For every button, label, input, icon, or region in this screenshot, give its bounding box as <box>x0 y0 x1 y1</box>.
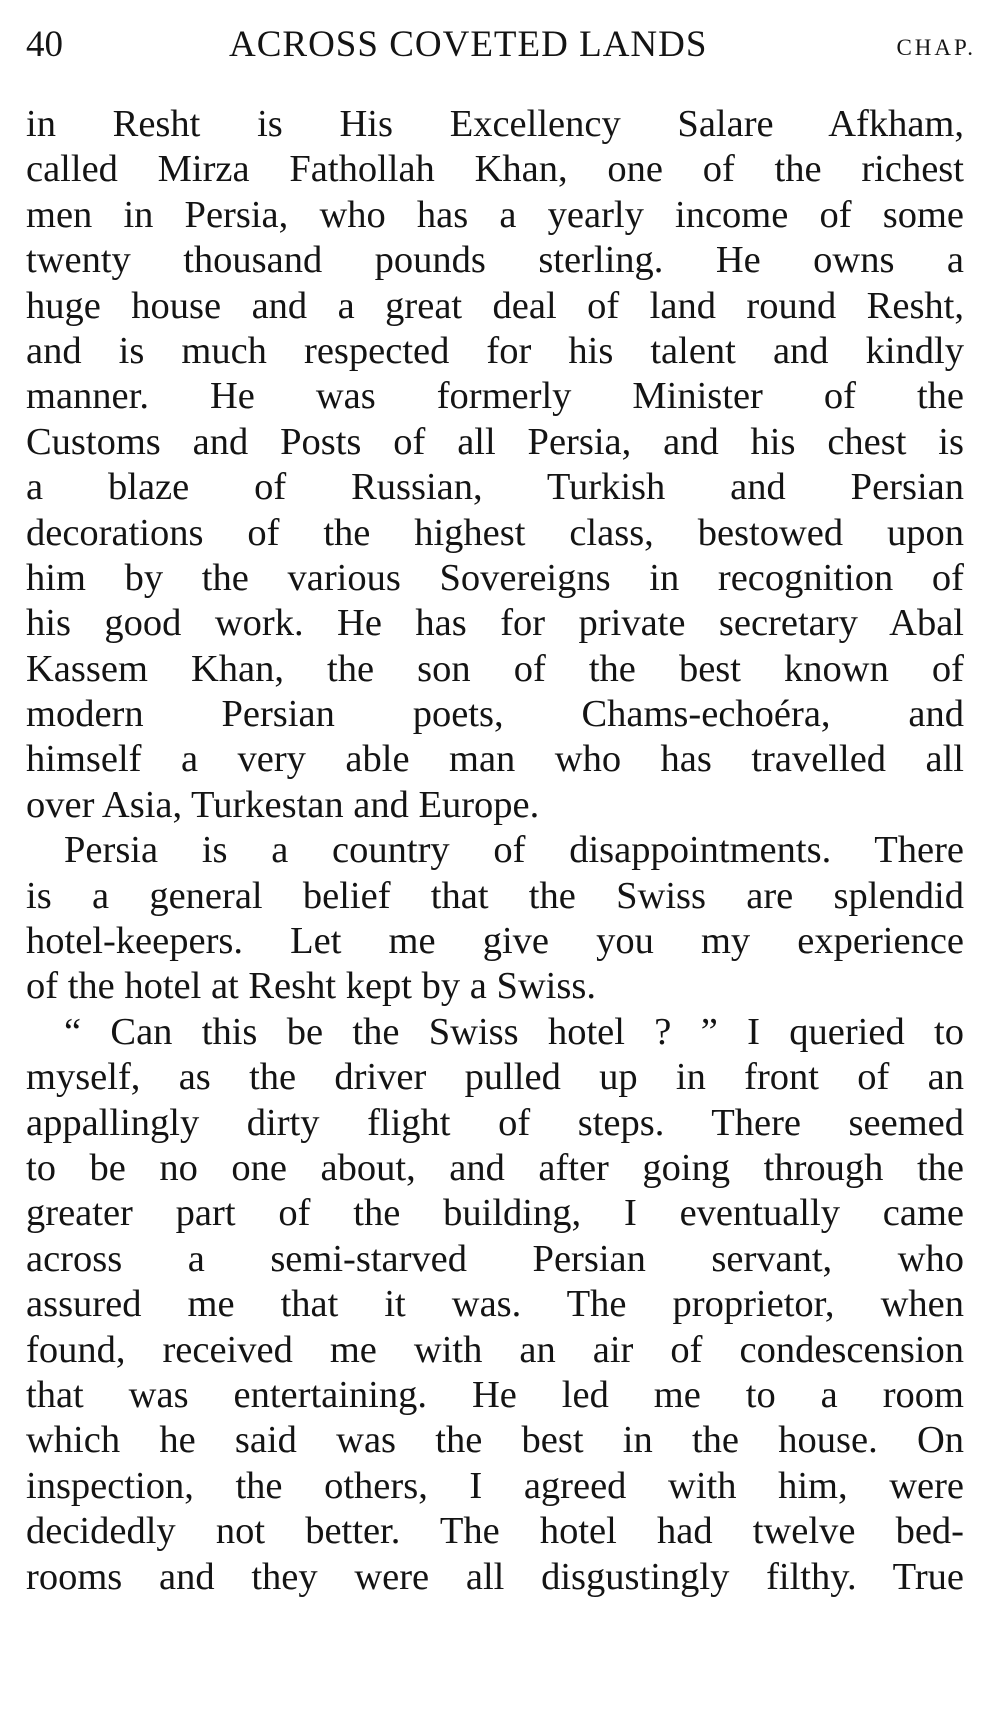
text-line: his good work. He has for private secretary Abal <box>26 602 964 645</box>
text-line: decidedly not better. The hotel had twelve bed- <box>26 1510 964 1553</box>
text-line: a blaze of Russian, Turkish and Persian <box>26 466 964 509</box>
running-title: ACROSS COVETED LANDS <box>229 24 708 65</box>
text-line: “ Can this be the Swiss hotel ? ” I queried to <box>64 1010 964 1053</box>
text-line: modern Persian poets, Chams-echoéra, and <box>26 693 964 736</box>
text-line: appallingly dirty flight of steps. There seemed <box>26 1101 964 1144</box>
text-line: greater part of the building, I eventually came <box>26 1192 964 1235</box>
page-number: 40 <box>26 24 63 65</box>
text-line: found, received me with an air of condescension <box>26 1328 964 1371</box>
text-line: men in Persia, who has a yearly income of some <box>26 193 964 236</box>
text-line: decorations of the highest class, bestowed upon <box>26 511 964 554</box>
body-text <box>26 102 964 1600</box>
text-line: myself, as the driver pulled up in front of an <box>26 1056 964 1099</box>
chapter-label: CHAP. <box>896 35 976 60</box>
text-line: assured me that it was. The proprietor, when <box>26 1283 964 1326</box>
text-line: and is much respected for his talent and kindly <box>26 329 964 372</box>
text-line: in Resht is His Excellency Salare Afkham, <box>26 103 964 145</box>
paragraph-2 <box>26 828 964 1010</box>
text-line: is a general belief that the Swiss are splendid <box>26 874 964 917</box>
text-line: manner. He was formerly Minister of the <box>26 375 964 418</box>
text-line: huge house and a great deal of land round Resht, <box>26 284 964 327</box>
text-line: twenty thousand pounds sterling. He owns a <box>26 239 964 282</box>
page-header <box>26 22 976 68</box>
text-line: Persia is a country of disappointments. There <box>64 829 964 872</box>
text-line: which he said was the best in the house. On <box>26 1419 964 1462</box>
text-line: inspection, the others, I agreed with him, were <box>26 1464 964 1507</box>
text-line: that was entertaining. He led me to a room <box>26 1373 964 1416</box>
paragraph-1 <box>26 102 964 828</box>
text-line: of the hotel at Resht kept by a Swiss. <box>26 965 596 1008</box>
text-line: Customs and Posts of all Persia, and his chest is <box>26 420 964 463</box>
text-line: over Asia, Turkestan and Europe. <box>26 783 540 826</box>
paragraph-3 <box>26 1010 964 1600</box>
text-line: to be no one about, and after going through the <box>26 1146 964 1189</box>
text-line: across a semi-starved Persian servant, who <box>26 1237 964 1280</box>
text-line: himself a very able man who has travelled all <box>26 738 964 781</box>
text-line: him by the various Sovereigns in recognition of <box>26 556 964 599</box>
text-line: Kassem Khan, the son of the best known of <box>26 647 964 690</box>
text-line: rooms and they were all disgustingly filthy. True <box>26 1555 964 1598</box>
text-line: called Mirza Fathollah Khan, one of the richest <box>26 148 964 191</box>
text-line: hotel-keepers. Let me give you my experience <box>26 920 964 963</box>
